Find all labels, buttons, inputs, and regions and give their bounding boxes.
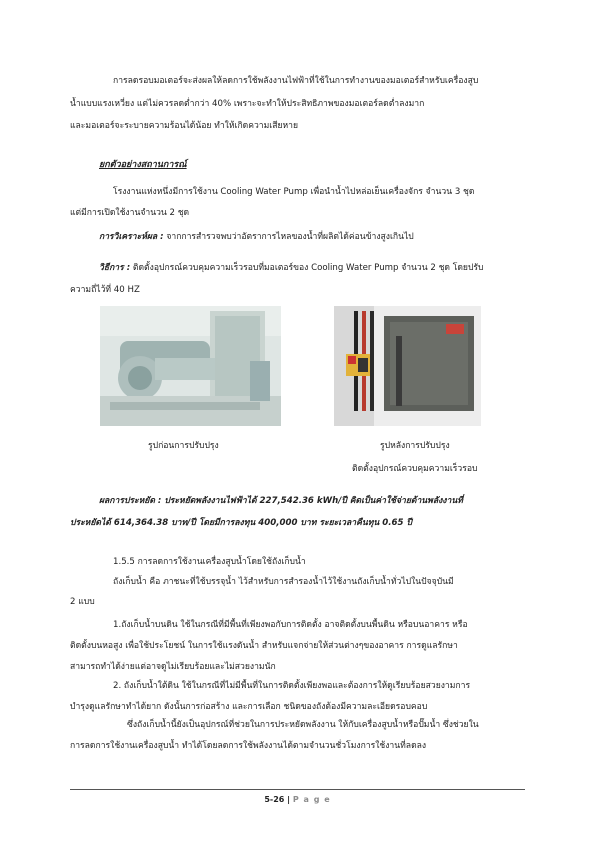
result-label: ผลการประหยัด : xyxy=(99,496,162,506)
section-title: 1.5.5 การลดการใช้งานเครื่องสูบน้ำโดยใช้ถังเก็บน้ำ xyxy=(113,557,306,567)
result-line-2: ประหยัดได้ 614,364.38 บาท/ปี โดยมีการลงทุน 400,000 บาท ระยะเวลาคืนทุน 0.65 ปี xyxy=(70,518,412,528)
example-line-2: แต่มีการเปิดใช้งานจำนวน 2 ชุด xyxy=(70,208,190,218)
section-p4-line-2: การลดการใช้งานเครื่องสูบน้ำ ทำได้โดยลดการใช้พลังงานได้ตามจำนวนชั่วโมงการใช้งานที่ลดลง xyxy=(70,741,427,751)
caption-after: รูปหลังการปรับปรุง xyxy=(380,441,450,451)
intro-line-1: การลดรอบมอเตอร์จะส่งผลให้ลดการใช้พลังงานไฟฟ้าที่ใช้ในการทำงานของมอเตอร์สำหรับเครื่องสูบ xyxy=(113,76,479,86)
footer-divider xyxy=(70,789,525,790)
section-p3-line-1: 2. ถังเก็บน้ำใต้ดิน ใช้ในกรณีที่ไม่มีพื้นที่ในการติดตั้งเพียงพอและต้องการให้ดูเรียบร้อยสวยงามการ xyxy=(113,681,471,691)
section-p1-line-1: ถังเก็บน้ำ คือ ภาชนะที่ใช้บรรจุน้ำ ไว้สำหรับการสำรองน้ำไว้ใช้งานถังเก็บน้ำทั่วไปในปัจจุบันมี xyxy=(113,577,454,587)
caption-after-detail: ติดตั้งอุปกรณ์ควบคุมความเร็วรอบ xyxy=(352,464,478,474)
analysis-line xyxy=(99,232,414,243)
photo-before xyxy=(100,306,281,426)
example-heading: ยกตัวอย่างสถานการณ์ xyxy=(99,160,187,170)
section-p2-line-2: ติดตั้งบนหอสูง เพื่อใช้ประโยชน์ ในการใช้แรงดันน้ำ สำหรับแจกจ่ายให้ส่วนต่างๆของอาคาร การดูแลรักษา xyxy=(70,641,458,651)
caption-before: รูปก่อนการปรับปรุง xyxy=(148,441,219,451)
intro-line-2: น้ำแบบแรงเหวี่ยง แต่ไม่ควรลดต่ำกว่า 40% เพราะจะทำให้ประสิทธิภาพของมอเตอร์ลดต่ำลงมาก xyxy=(70,99,425,109)
example-line-1: โรงงานแห่งหนึ่งมีการใช้งาน Cooling Water Pump เพื่อนำน้ำไปหล่อเย็นเครื่องจักร จำนวน 3 ชุด xyxy=(113,187,475,197)
footer-separator: | xyxy=(287,795,291,804)
photo-after xyxy=(334,306,481,426)
method-label: วิธีการ : xyxy=(99,263,131,273)
analysis-text: จากการสำรวจพบว่าอัตราการไหลของน้ำที่ผลิตได้ค่อนข้างสูงเกินไป xyxy=(166,232,414,242)
intro-line-3: และมอเตอร์จะระบายความร้อนได้น้อย ทำให้เกิดความเสียหาย xyxy=(70,121,299,131)
section-p3-line-2: บำรุงดูแลรักษาทำได้ยาก ดังนั้นการก่อสร้าง และการเลือก ชนิดของถังต้องมีความละเอียดรอบคอบ xyxy=(70,702,428,712)
page-word: P a g e xyxy=(292,795,331,804)
method-text: ติดตั้งอุปกรณ์ควบคุมความเร็วรอบที่มอเตอร์ของ Cooling Water Pump จำนวน 2 ชุด โดยปรับ xyxy=(132,263,484,273)
inverter-photo-after xyxy=(334,306,481,426)
section-p2-line-3: สามารถทำได้ง่ายแต่อาจดูไม่เรียบร้อยและไม่สวยงามนัก xyxy=(70,662,276,672)
section-p1-line-2: 2 แบบ xyxy=(70,597,95,607)
section-p4-line-1: ซึ่งถังเก็บน้ำนี้ยังเป็นอุปกรณ์ที่ช่วยในการประหยัดพลังงาน ให้กับเครื่องสูบน้ำหรือปั๊มน้ำ ซึ่งช่วยใน xyxy=(127,720,479,730)
page-footer xyxy=(0,795,595,804)
pump-photo-before xyxy=(100,306,281,426)
analysis-label: การวิเคราะห์ผล : xyxy=(99,232,164,242)
page-number: 5-26 xyxy=(264,795,285,804)
result-line-1 xyxy=(99,496,463,507)
method-line-2: ความถี่ไว้ที่ 40 HZ xyxy=(70,285,140,295)
result-text-1: ประหยัดพลังงานไฟฟ้าได้ 227,542.36 kWh/ปี คิดเป็นค่าใช้จ่ายด้านพลังงานที่ xyxy=(164,496,463,506)
method-line-1 xyxy=(99,263,483,274)
section-p2-line-1: 1.ถังเก็บน้ำบนดิน ใช้ในกรณีที่มีพื้นที่เพียงพอกับการติดตั้ง อาจติดตั้งบนพื้นดิน หรือบนอาคาร หรือ xyxy=(113,620,468,630)
